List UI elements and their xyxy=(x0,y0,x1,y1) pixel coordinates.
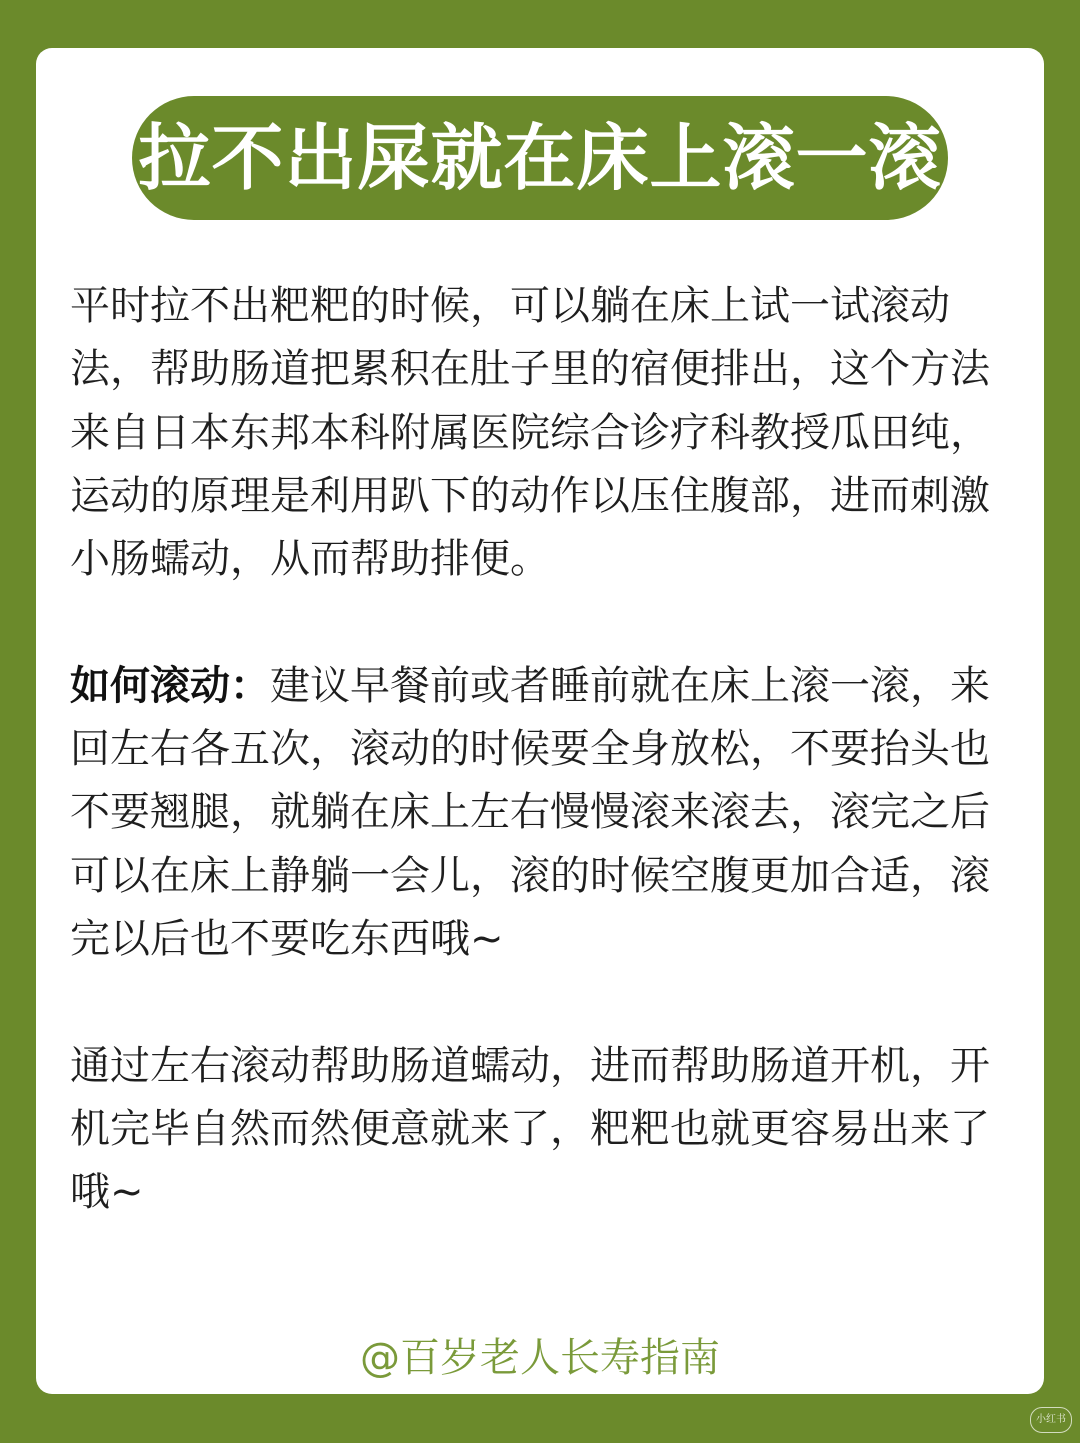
author-handle: @百岁老人长寿指南 xyxy=(360,1335,720,1381)
paragraph-intro: 平时拉不出粑粑的时候，可以躺在床上试一试滚动法，帮助肠道把累积在肚子里的宿便排出，这个方法来自日本东邦本科附属医院综合诊疗科教授瓜田纯，运动的原理是利用趴下的动作以压住腹部，进而刺激小肠蠕动，从而帮助排便。 xyxy=(70,283,990,583)
paragraph-spacer xyxy=(70,591,1010,654)
title-banner xyxy=(132,96,948,220)
paragraph-spacer xyxy=(70,971,1010,1034)
content-card xyxy=(36,48,1044,1394)
article-body xyxy=(70,275,1010,1224)
how-to-roll-text: 建议早餐前或者睡前就在床上滚一滚，来回左右各五次，滚动的时候要全身放松，不要抬头也不要翘腿，就躺在床上左右慢慢滚来滚去，滚完之后可以在床上静躺一会儿，滚的时候空腹更加合适，滚完以后也不要吃东西哦~ xyxy=(70,662,990,962)
paragraph-how-to-roll xyxy=(70,655,1010,971)
how-to-roll-heading: 如何滚动： xyxy=(70,662,270,709)
page-title: 拉不出屎就在床上滚一滚 xyxy=(138,116,942,200)
watermark-logo: 小红书 xyxy=(1030,1407,1072,1433)
paragraph-conclusion: 通过左右滚动帮助肠道蠕动，进而帮助肠道开机，开机完毕自然而然便意就来了，粑粑也就更容易出来了哦~ xyxy=(70,1042,990,1216)
